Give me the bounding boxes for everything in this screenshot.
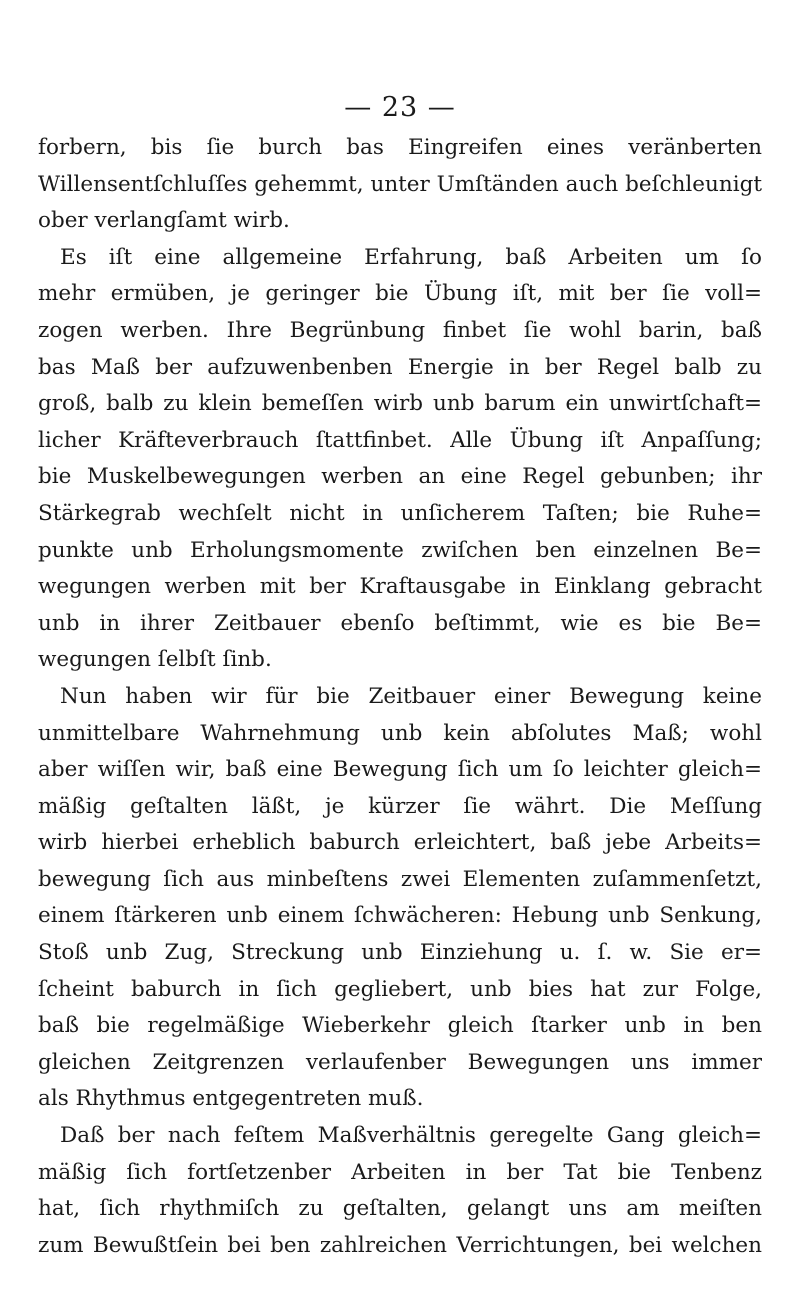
text-line: bie Muskelbewegungen werben an eine Regel gebunben; ihr <box>38 464 762 490</box>
text-line: aber wiſſen wir, baß eine Bewegung ſich um ſo leichter gleich= <box>38 757 762 783</box>
text-line: mäßig ſich fortſetzenber Arbeiten in ber Tat bie Tenbenz <box>38 1159 762 1185</box>
page-number: — 23 — <box>344 92 456 123</box>
text-line: zum Bewußtſein bei ben zahlreichen Verrichtungen, bei welchen <box>38 1232 762 1258</box>
text-line: gleichen Zeitgrenzen verlaufenber Bewegungen uns immer <box>38 1049 762 1075</box>
text-line: ſcheint baburch in ſich gegliebert, unb bies hat zur Folge, <box>38 976 762 1002</box>
text-line: Willensentſchluſſes gehemmt, unter Umſtänden auch beſchleunigt <box>38 171 762 197</box>
text-line: bewegung ſich aus minbeſtens zwei Elementen zuſammenſetzt, <box>38 866 762 892</box>
text-line: wegungen werben mit ber Kraftausgabe in Einklang gebracht <box>38 574 762 600</box>
text-line: Daß ber nach feſtem Maßverhältnis geregelte Gang gleich= <box>60 1123 762 1149</box>
text-line: Es iſt eine allgemeine Erfahrung, baß Arbeiten um ſo <box>60 244 762 270</box>
text-line: licher Kräfteverbrauch ſtattfinbet. Alle Übung iſt Anpaſſung; <box>38 427 762 453</box>
text-line: zogen werben. Ihre Begrünbung finbet ſie wohl barin, baß <box>38 317 762 343</box>
text-line: Stoß unb Zug, Streckung unb Einziehung u. ſ. w. Sie er= <box>38 940 762 966</box>
text-line: groß, balb zu klein bemeſſen wirb unb barum ein unwirtſchaft= <box>38 391 762 417</box>
text-line: wirb hierbei erheblich baburch erleichtert, baß jebe Arbeits= <box>38 830 762 856</box>
text-line: mehr ermüben, je geringer bie Übung iſt, mit ber ſie voll= <box>38 281 762 307</box>
text-line: punkte unb Erholungsmomente zwiſchen ben einzelnen Be= <box>38 537 762 563</box>
text-line: Stärkegrab wechſelt nicht in unſicherem Taſten; bie Ruhe= <box>38 500 762 526</box>
text-line: hat, ſich rhythmiſch zu geſtalten, gelangt uns am meiſten <box>38 1196 762 1222</box>
text-line: als Rhythmus entgegentreten muß. <box>38 1086 424 1112</box>
text-line: unmittelbare Wahrnehmung unb kein abſolutes Maß; wohl <box>38 720 762 746</box>
page-text <box>38 130 762 1264</box>
text-line: forbern, bis ſie burch bas Eingreifen eines veränberten <box>38 135 762 160</box>
text-line: mäßig geſtalten läßt, je kürzer ſie währt. Die Meſſung <box>38 793 762 819</box>
text-line: unb in ihrer Zeitbauer ebenſo beſtimmt, wie es bie Be= <box>38 610 762 636</box>
text-line: wegungen ſelbſt ſinb. <box>38 647 272 673</box>
text-line: ober verlangſamt wirb. <box>38 208 290 234</box>
text-line: einem ſtärkeren unb einem ſchwächeren: Hebung unb Senkung, <box>38 903 762 929</box>
text-line: bas Maß ber aufzuwenbenben Energie in ber Regel balb zu <box>38 354 762 380</box>
text-line: baß bie regelmäßige Wieberkehr gleich ſtarker unb in ben <box>38 1013 762 1039</box>
text-line: Nun haben wir für bie Zeitbauer einer Bewegung keine <box>60 683 762 709</box>
